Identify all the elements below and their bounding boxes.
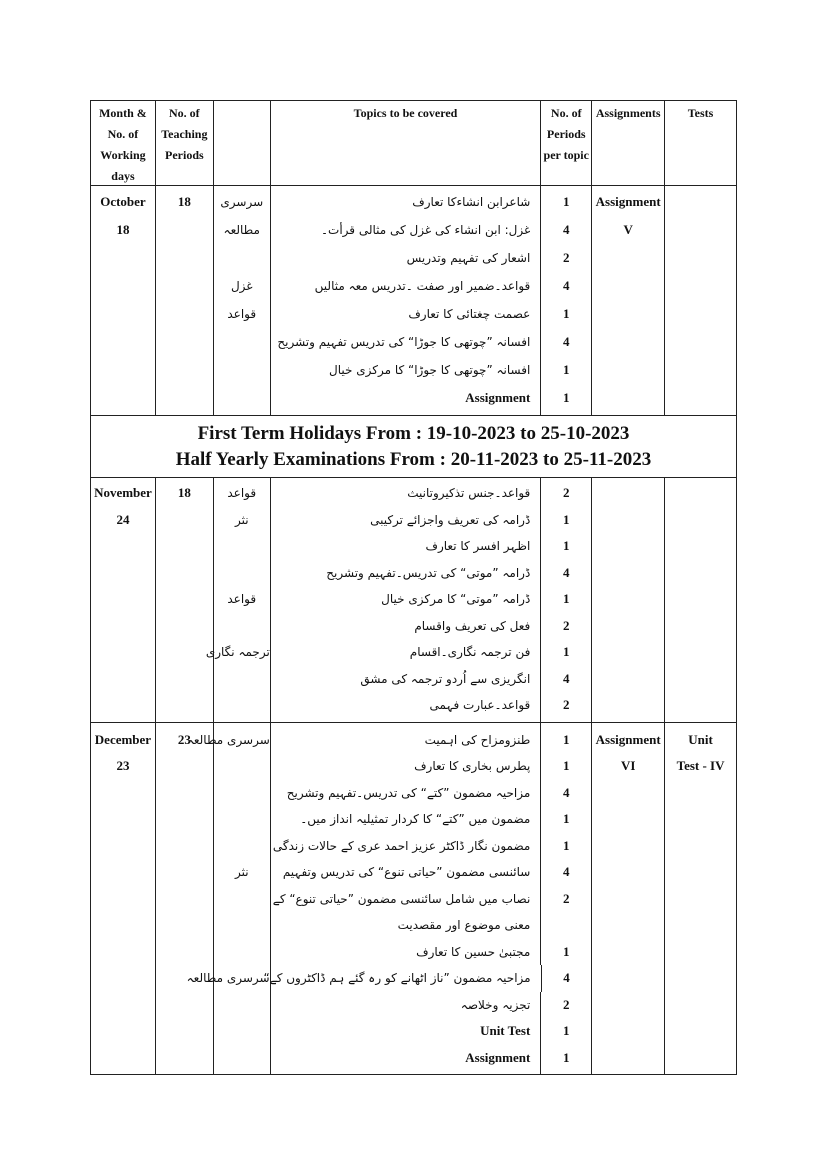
- header-category-cell: [214, 101, 271, 185]
- assignment-cell: [592, 384, 665, 415]
- header-teaching-periods-cell: No. of Teaching Periods: [156, 101, 214, 185]
- teaching-periods-cell: 18: [156, 478, 214, 507]
- month-cell: [91, 886, 156, 913]
- periods-cell: 1: [541, 723, 592, 754]
- periods-cell: 2: [541, 244, 592, 272]
- topic-cell: سائنسی مضمون ”حیاتی تنوع“ کی تدریس وتفہیم: [271, 859, 542, 886]
- month-cell: October: [91, 186, 156, 216]
- periods-cell: 4: [541, 328, 592, 356]
- month-cell: [91, 384, 156, 415]
- category-cell: [214, 780, 271, 807]
- topic-cell: عصمت چغتائی کا تعارف: [271, 300, 542, 328]
- header-assignment-cell: Assignments: [592, 101, 665, 185]
- topic-cell: فعل کی تعریف واقسام: [271, 613, 542, 640]
- month-cell: [91, 586, 156, 613]
- table-row: [91, 328, 736, 356]
- topic-cell: نصاب میں شامل سائنسی مضمون ”حیاتی تنوع“ کے: [271, 886, 542, 913]
- table-row: [91, 886, 736, 913]
- periods-cell: 1: [541, 939, 592, 966]
- topic-cell: مضمون نگار ڈاکٹر عزیز احمد عری کے حالات زندگی: [271, 833, 542, 860]
- month-cell: [91, 560, 156, 587]
- category-cell: قواعد: [214, 586, 271, 613]
- teaching-periods-cell: [156, 272, 214, 300]
- periods-cell: 4: [541, 859, 592, 886]
- month-cell: [91, 244, 156, 272]
- month-cell: 23: [91, 753, 156, 780]
- category-cell: [214, 328, 271, 356]
- assignment-cell: [592, 272, 665, 300]
- topic-cell: قواعد۔عبارت فہمی: [271, 692, 542, 722]
- category-cell: [214, 666, 271, 693]
- periods-cell: 4: [541, 780, 592, 807]
- topic-cell: افسانہ ”چوتھی کا جوڑا“ کا مرکزی خیال: [271, 356, 542, 384]
- periods-cell: 1: [541, 753, 592, 780]
- category-cell: [214, 356, 271, 384]
- table-row: [91, 533, 736, 560]
- periods-cell: 1: [541, 806, 592, 833]
- topic-cell: غزل: ابن انشاء کی غزل کی مثالی قرأت۔: [271, 216, 542, 244]
- december-section: [91, 723, 736, 1075]
- tests-cell: [665, 806, 736, 833]
- month-cell: [91, 965, 156, 992]
- category-cell: [214, 1045, 271, 1075]
- header-tests-cell: Tests: [687, 106, 714, 120]
- teaching-periods-cell: [156, 939, 214, 966]
- category-cell: [214, 533, 271, 560]
- table-row: [91, 692, 736, 722]
- category-cell: [214, 886, 271, 913]
- tests-cell: [665, 780, 736, 807]
- month-cell: [91, 613, 156, 640]
- category-cell: [214, 384, 271, 415]
- first-term-holidays: First Term Holidays From : 19-10-2023 to 25-10-2023: [197, 423, 630, 444]
- tests-cell: [665, 356, 736, 384]
- periods-cell: 1: [541, 639, 592, 666]
- tests-cell: [665, 912, 736, 939]
- month-cell: November: [91, 478, 156, 507]
- periods-cell: 1: [541, 533, 592, 560]
- periods-cell: 1: [541, 186, 592, 216]
- assignment-cell: [592, 328, 665, 356]
- teaching-periods-cell: 18: [156, 186, 214, 216]
- assignment-cell: [592, 992, 665, 1019]
- month-cell: [91, 912, 156, 939]
- tests-cell: [665, 328, 736, 356]
- tests-cell: [665, 939, 736, 966]
- periods-cell: 4: [541, 666, 592, 693]
- category-cell: [214, 912, 271, 939]
- periods-cell: 1: [541, 300, 592, 328]
- teaching-periods-cell: [156, 806, 214, 833]
- category-cell: [214, 753, 271, 780]
- assignment-cell: [592, 886, 665, 913]
- tests-cell: [665, 859, 736, 886]
- teaching-periods-cell: [156, 1045, 214, 1075]
- topic-cell: قواعد۔جنس تذکیروتانیث: [271, 478, 542, 507]
- teaching-periods-cell: [156, 533, 214, 560]
- header-periods-cell: No. of Periods per topic: [541, 101, 592, 185]
- topic-cell: افسانہ ”چوتھی کا جوڑا“ کی تدریس تفہیم وتشریح: [271, 328, 542, 356]
- topic-cell: انگریزی سے اُردو ترجمہ کی مشق: [271, 666, 542, 693]
- table-row: [91, 1045, 736, 1075]
- assignment-cell: [592, 859, 665, 886]
- teaching-periods-cell: [156, 356, 214, 384]
- periods-cell: 4: [541, 560, 592, 587]
- teaching-periods-cell: [156, 560, 214, 587]
- topic-cell: Assignment: [271, 1045, 542, 1075]
- table-row: [91, 216, 736, 244]
- assignment-cell: [592, 965, 665, 992]
- topic-cell: ڈرامہ ”موتی“ کا مرکزی خیال: [271, 586, 542, 613]
- month-cell: [91, 859, 156, 886]
- teaching-periods-cell: [156, 886, 214, 913]
- teaching-periods-cell: [156, 507, 214, 534]
- teaching-periods-cell: [156, 833, 214, 860]
- tests-cell: [665, 244, 736, 272]
- category-cell: [214, 992, 271, 1019]
- table-row: [91, 244, 736, 272]
- category-cell: [214, 1018, 271, 1045]
- teaching-periods-cell: [156, 244, 214, 272]
- topic-cell: اشعار کی تفہیم وتدریس: [271, 244, 542, 272]
- month-cell: [91, 1018, 156, 1045]
- table-row: [91, 723, 736, 754]
- teaching-periods-cell: [156, 753, 214, 780]
- assignment-cell: [592, 780, 665, 807]
- teaching-periods-cell: [156, 216, 214, 244]
- tests-cell: [665, 1018, 736, 1045]
- teaching-periods-cell: [156, 586, 214, 613]
- teaching-periods-cell: [156, 300, 214, 328]
- month-cell: [91, 639, 156, 666]
- table-row: [91, 939, 736, 966]
- teaching-periods-cell: [156, 992, 214, 1019]
- tests-cell: Test - IV: [676, 758, 725, 773]
- teaching-periods-cell: [156, 912, 214, 939]
- assignment-cell: [592, 806, 665, 833]
- tests-cell: [665, 533, 736, 560]
- teaching-periods-cell: [156, 780, 214, 807]
- category-cell: [214, 806, 271, 833]
- month-cell: [91, 300, 156, 328]
- table-row: [91, 1018, 736, 1045]
- tests-cell: [665, 886, 736, 913]
- assignment-cell: [592, 939, 665, 966]
- assignment-cell: [592, 300, 665, 328]
- table-row: [91, 356, 736, 384]
- category-cell: سرسری: [214, 186, 271, 216]
- tests-cell: [665, 833, 736, 860]
- category-cell: [214, 613, 271, 640]
- tests-cell: [665, 216, 736, 244]
- lesson-plan-table: [90, 100, 737, 1075]
- assignment-cell: [592, 639, 665, 666]
- topic-cell: قواعد۔ضمیر اور صفت ۔تدریس معہ مثالیں: [271, 272, 542, 300]
- november-section: [91, 478, 736, 723]
- table-row: [91, 912, 736, 939]
- assignment-cell: [592, 692, 665, 722]
- month-cell: [91, 833, 156, 860]
- assignment-cell: [592, 356, 665, 384]
- tests-cell: [665, 639, 736, 666]
- month-cell: 18: [91, 216, 156, 244]
- category-cell: قواعد: [214, 478, 271, 507]
- periods-cell: 2: [541, 692, 592, 722]
- topic-cell: شاعرابن انشاءکا تعارف: [271, 186, 542, 216]
- category-cell: مطالعہ: [214, 216, 271, 244]
- table-row: [91, 272, 736, 300]
- tests-cell: [665, 272, 736, 300]
- tests-cell: [665, 965, 736, 992]
- assignment-cell: Assignment: [592, 723, 665, 754]
- periods-cell: 4: [541, 272, 592, 300]
- periods-cell: 2: [541, 992, 592, 1019]
- periods-cell: 2: [541, 613, 592, 640]
- table-row: [91, 833, 736, 860]
- month-cell: [91, 272, 156, 300]
- topic-cell: مضمون میں ”کتے“ کا کردار تمثیلیہ انداز میں۔: [271, 806, 542, 833]
- table-row: [91, 586, 736, 613]
- assignment-cell: [592, 833, 665, 860]
- month-cell: [91, 328, 156, 356]
- topic-cell: ڈرامہ کی تعریف واجزائے ترکیبی: [271, 507, 542, 534]
- october-section: [91, 186, 736, 416]
- teaching-periods-cell: [156, 859, 214, 886]
- table-row: [91, 780, 736, 807]
- tests-cell: [665, 478, 736, 507]
- tests-cell: [665, 384, 736, 415]
- assignment-cell: VI: [592, 753, 665, 780]
- topic-cell: مزاحیہ مضمون ”کتے“ کی تدریس۔تفہیم وتشریح: [271, 780, 542, 807]
- category-cell: سرسری مطالعہ: [214, 965, 271, 992]
- assignment-cell: [592, 912, 665, 939]
- table-row: [91, 384, 736, 415]
- month-cell: [91, 666, 156, 693]
- month-cell: [91, 806, 156, 833]
- month-cell: [91, 533, 156, 560]
- table-row: [91, 613, 736, 640]
- category-cell: سرسری مطالعہ: [214, 723, 271, 754]
- topic-cell: معنی موضوع اور مقصدیت: [271, 912, 542, 939]
- topic-cell: پطرس بخاری کا تعارف: [271, 753, 542, 780]
- category-cell: ترجمہ نگاری: [214, 639, 271, 666]
- teaching-periods-cell: [156, 666, 214, 693]
- periods-cell: 4: [542, 965, 593, 992]
- tests-cell: [665, 666, 736, 693]
- assignment-cell: [592, 478, 665, 507]
- category-cell: [214, 939, 271, 966]
- table-row: [91, 965, 736, 992]
- topic-cell: Unit Test: [271, 1018, 542, 1045]
- tests-cell: [665, 560, 736, 587]
- topic-cell: Assignment: [271, 384, 542, 415]
- table-header: [91, 101, 736, 186]
- table-row: [91, 560, 736, 587]
- teaching-periods-cell: [156, 613, 214, 640]
- periods-cell: 2: [541, 478, 592, 507]
- month-cell: [91, 992, 156, 1019]
- assignment-cell: [592, 533, 665, 560]
- teaching-periods-cell: [156, 328, 214, 356]
- tests-cell: [665, 300, 736, 328]
- periods-cell: 1: [541, 586, 592, 613]
- assignment-cell: [592, 666, 665, 693]
- topic-cell: مزاحیہ مضمون ”ناز اٹھانے کو رہ گئے ہم ڈاکٹروں کے“: [271, 965, 542, 992]
- table-row: [91, 639, 736, 666]
- topic-cell: مجتبیٰ حسین کا تعارف: [271, 939, 542, 966]
- assignment-cell: Assignment: [592, 186, 665, 216]
- month-cell: [91, 939, 156, 966]
- teaching-periods-cell: 23: [156, 723, 214, 754]
- table-row: [91, 507, 736, 534]
- table-row: [91, 186, 736, 216]
- periods-cell: 1: [541, 833, 592, 860]
- category-cell: نثر: [214, 859, 271, 886]
- half-yearly-exams: Half Yearly Examinations From : 20-11-2023 to 25-11-2023: [175, 449, 652, 470]
- assignment-cell: V: [592, 216, 665, 244]
- periods-cell: 1: [541, 356, 592, 384]
- tests-cell: [665, 1045, 736, 1075]
- topic-cell: ڈرامہ ”موتی“ کی تدریس۔تفہیم وتشریح: [271, 560, 542, 587]
- assignment-cell: [592, 1045, 665, 1075]
- topic-cell: فن ترجمہ نگاری۔اقسام: [271, 639, 542, 666]
- periods-cell: [541, 912, 592, 939]
- teaching-periods-cell: [156, 384, 214, 415]
- holidays-banner: [91, 416, 736, 478]
- periods-cell: 1: [541, 384, 592, 415]
- periods-cell: 1: [541, 1018, 592, 1045]
- periods-cell: 2: [541, 886, 592, 913]
- header-topic-cell: Topics to be covered: [271, 101, 542, 185]
- tests-cell: [665, 692, 736, 722]
- category-cell: [214, 560, 271, 587]
- assignment-cell: [592, 244, 665, 272]
- month-cell: [91, 780, 156, 807]
- category-cell: [214, 833, 271, 860]
- month-cell: December: [91, 723, 156, 754]
- table-row: [91, 806, 736, 833]
- teaching-periods-cell: [156, 692, 214, 722]
- month-cell: [91, 692, 156, 722]
- assignment-cell: [592, 613, 665, 640]
- topic-cell: تجزیہ وخلاصہ: [271, 992, 542, 1019]
- header-month-cell: Month & No. of Working days: [91, 101, 156, 185]
- tests-cell: [665, 186, 736, 216]
- table-row: [91, 478, 736, 507]
- month-cell: [91, 356, 156, 384]
- topic-cell: طنزومزاح کی اہمیت: [271, 723, 542, 754]
- category-cell: [214, 244, 271, 272]
- category-cell: نثر: [214, 507, 271, 534]
- assignment-cell: [592, 586, 665, 613]
- tests-cell: [665, 586, 736, 613]
- category-cell: قواعد: [214, 300, 271, 328]
- tests-cell: Unit: [688, 731, 713, 747]
- assignment-cell: [592, 560, 665, 587]
- teaching-periods-cell: [156, 1018, 214, 1045]
- table-row: [91, 666, 736, 693]
- category-cell: [214, 692, 271, 722]
- tests-cell: [665, 992, 736, 1019]
- table-row: [91, 859, 736, 886]
- assignment-cell: [592, 1018, 665, 1045]
- tests-cell: [665, 613, 736, 640]
- month-cell: 24: [91, 507, 156, 534]
- table-row: [91, 300, 736, 328]
- periods-cell: 1: [541, 1045, 592, 1075]
- category-cell: غزل: [214, 272, 271, 300]
- table-row: [91, 992, 736, 1019]
- assignment-cell: [592, 507, 665, 534]
- tests-cell: [665, 507, 736, 534]
- periods-cell: 4: [541, 216, 592, 244]
- month-cell: [91, 1045, 156, 1075]
- periods-cell: 1: [541, 507, 592, 534]
- topic-cell: اظہر افسر کا تعارف: [271, 533, 542, 560]
- table-row: [91, 753, 736, 780]
